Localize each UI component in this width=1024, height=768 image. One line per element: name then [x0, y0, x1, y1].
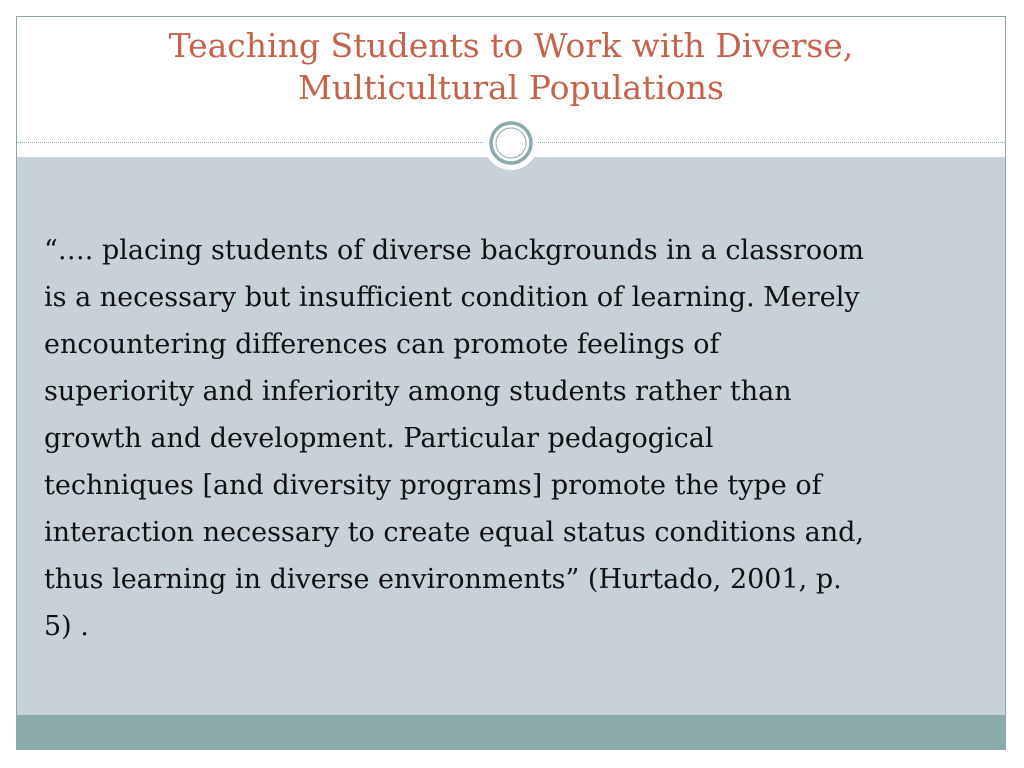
quote-text: “…. placing students of diverse backgrounds in a classroom is a necessary but insufficient condition of learning. Merely encountering differences can promote feelings of superiority and inferiority among students rather than growth and development. Particular pedagogical techniques [and diversity programs] promote the type of interaction necessary to create equal status conditions and, thus learning in diverse environments” (Hurtado, 2001, p. 5) .: [44, 235, 865, 642]
slide: [16, 16, 1006, 750]
footer-bar: [17, 715, 1005, 749]
circle-ornament-icon: [483, 115, 539, 171]
slide-title-line-1: Teaching Students to Work with Diverse,: [168, 26, 854, 65]
slide-title: [17, 25, 1005, 109]
slide-title-line-2: Multicultural Populations: [298, 68, 724, 107]
